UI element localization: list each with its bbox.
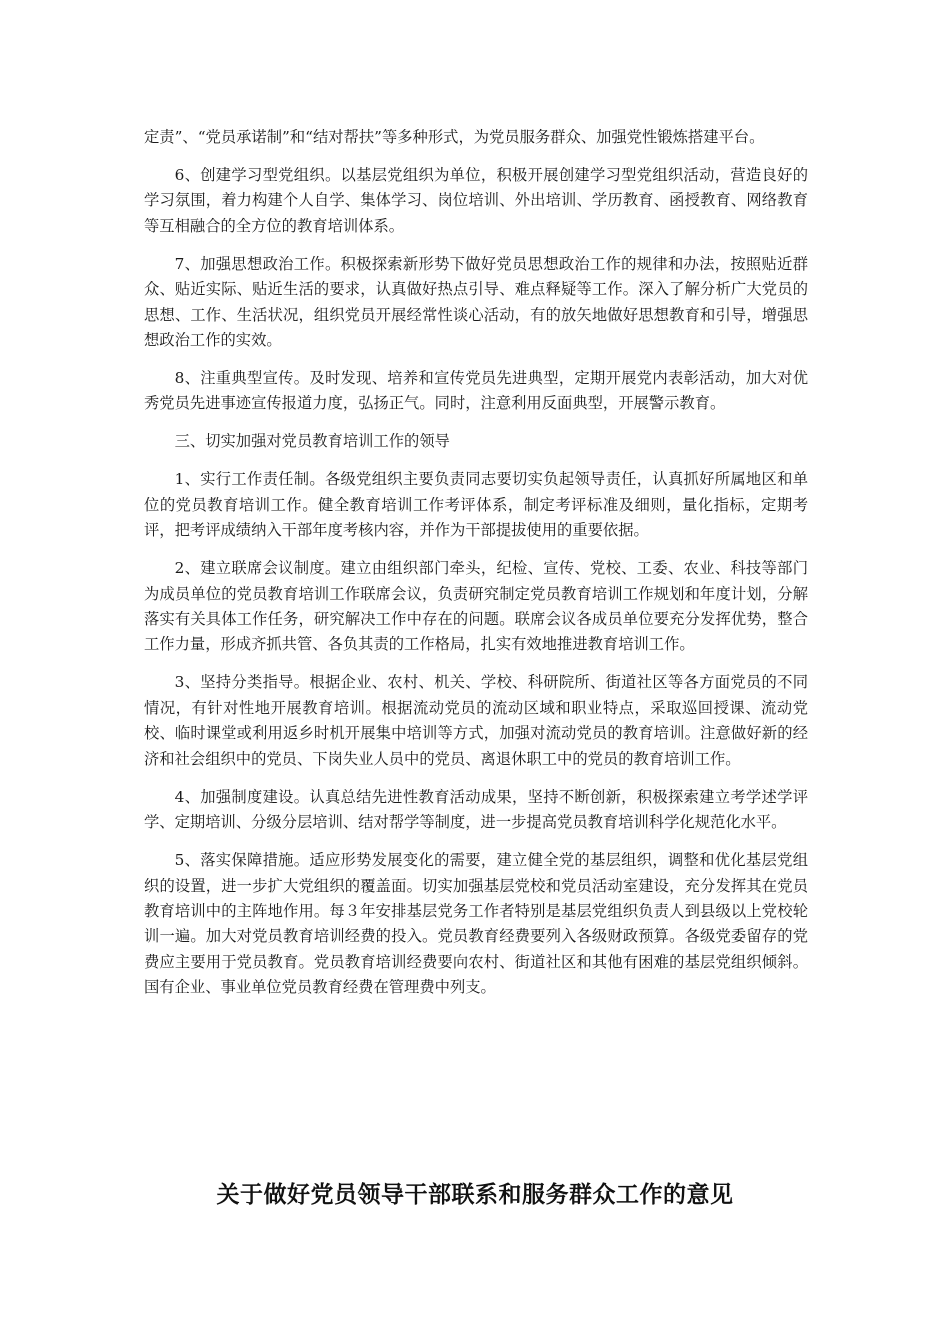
- paragraph-item-4: 4、加强制度建设。认真总结先进性教育活动成果，坚持不断创新，积极探索建立考学述学评学、定期培训、分级分层培训、结对帮学等制度，进一步提高党员教育培训科学化规范化水平。: [144, 787, 808, 832]
- document-body: [144, 125, 808, 1013]
- paragraph-item-8: 8、注重典型宣传。及时发现、培养和宣传党员先进典型，定期开展党内表彰活动，加大对优秀党员先进事迹宣传报道力度，弘扬正气。同时，注意利用反面典型，开展警示教育。: [144, 369, 808, 413]
- paragraph-item-3: 3、坚持分类指导。根据企业、农村、机关、学校、科研院所、街道社区等各方面党员的不同情况，有针对性地开展教育培训。根据流动党员的流动区域和职业特点，采取巡回授课、流动党校、临时课堂或利用返乡时机开展集中培训等方式，加强对流动党员的教育培训。注意做好新的经济和社会组织中的党员、下岗失业人员中的党员、离退休职工中的党员的教育培训工作。: [144, 673, 808, 768]
- paragraph-continuation: 定责”、“党员承诺制”和“结对帮扶”等多种形式，为党员服务群众、加强党性锻炼搭建平台。: [144, 128, 765, 146]
- section-heading-3: 三、切实加强对党员教育培训工作的领导: [174, 432, 450, 451]
- paragraph-item-5: 5、落实保障措施。适应形势发展变化的需要，建立健全党的基层组织，调整和优化基层党组织的设置，进一步扩大党组织的覆盖面。切实加强基层党校和党员活动室建设，充分发挥其在党员教育培训中的主阵地作用。每３年安排基层党务工作者特别是基层党组织负责人到县级以上党校轮训一遍。加大对党员教育培训经费的投入。党员教育经费要列入各级财政预算。各级党委留存的党费应主要用于党员教育。党员教育培训经费要向农村、街道社区和其他有困难的基层党组织倾斜。国有企业、事业单位党员教育经费在管理费中列支。: [144, 851, 808, 997]
- paragraph-item-7: 7、加强思想政治工作。积极探索新形势下做好党员思想政治工作的规律和办法，按照贴近群众、贴近实际、贴近生活的要求，认真做好热点引导、难点释疑等工作。深入了解分析广大党员的思想、工作、生活状况，组织党员开展经常性谈心活动，有的放矢地做好思想教育和引导，增强思想政治工作的实效。: [144, 254, 808, 350]
- paragraph-item-6: 6、创建学习型党组织。以基层党组织为单位，积极开展创建学习型党组织活动，营造良好的学习氛围，着力构建个人自学、集体学习、岗位培训、外出培训、学历教育、函授教育、网络教育等互相融合的全方位的教育培训体系。: [144, 166, 808, 235]
- paragraph-item-2: 2、建立联席会议制度。建立由组织部门牵头，纪检、宣传、党校、工委、农业、科技等部门为成员单位的党员教育培训工作联席会议，负责研究制定党员教育培训工作规划和年度计划，分解落实有关具体工作任务，研究解决工作中存在的问题。联席会议各成员单位要充分发挥优势，整合工作力量，形成齐抓共管、各负其责的工作格局，扎实有效地推进教育培训工作。: [144, 559, 808, 654]
- next-document-title: 关于做好党员领导干部联系和服务群众工作的意见: [216, 1182, 734, 1208]
- paragraph-item-1: 1、实行工作责任制。各级党组织主要负责同志要切实负起领导责任，认真抓好所属地区和单位的党员教育培训工作。健全教育培训工作考评体系，制定考评标准及细则，量化指标，定期考评，把考评成绩纳入干部年度考核内容，并作为干部提拔使用的重要依据。: [144, 470, 808, 540]
